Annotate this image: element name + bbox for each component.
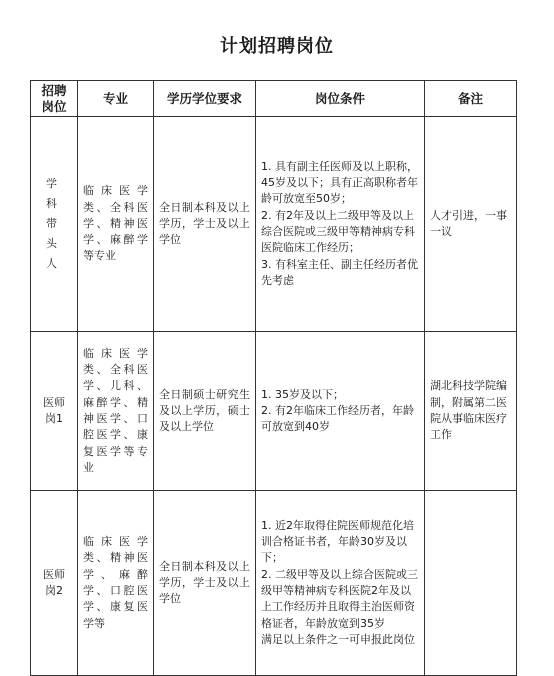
page-title: 计划招聘岗位 — [220, 36, 334, 57]
table-row — [31, 117, 517, 332]
table-header-row — [31, 81, 517, 117]
condition-line: 3. 有科室主任、副主任经历者优先考虑 — [261, 257, 418, 287]
cell-remarks: 湖北科技学院编制，附属第二医院从事临床医疗工作 — [425, 332, 517, 491]
cell-post: 医师岗2 — [31, 491, 78, 676]
cell-conditions — [256, 117, 425, 332]
condition-line: 1. 35岁及以下； — [261, 387, 344, 401]
recruitment-table — [30, 80, 517, 676]
cell-degree: 全日制硕士研究生及以上学历，硕士及以上学位 — [154, 332, 256, 491]
header-remarks: 备注 — [425, 81, 517, 117]
cell-major: 临床医学类、全科医学、儿科、麻醉学、精神医学、口腔医学、康复医学等专业 — [78, 332, 154, 491]
table-row — [31, 491, 517, 676]
cell-degree: 全日制本科及以上学历，学士及以上学位 — [154, 491, 256, 676]
condition-line: 1. 近2年取得住院医师规范化培训合格证书者，年龄30岁及以下； — [261, 518, 414, 565]
table-row — [31, 332, 517, 491]
cell-post: 学科带头人 — [31, 117, 78, 332]
condition-line: 2. 有2年及以上二级甲等及以上综合医院或三级甲等精神病专科医院临床工作经历； — [261, 208, 415, 255]
cell-remarks: 人才引进，一事一议 — [425, 117, 517, 332]
cell-major: 临床医学类、全科医学、精神医学、麻醉学等专业 — [78, 117, 154, 332]
condition-line: 满足以上条件之一可申报此岗位 — [261, 632, 415, 646]
cell-remarks — [425, 491, 517, 676]
cell-conditions — [256, 491, 425, 676]
header-degree: 学历学位要求 — [154, 81, 256, 117]
header-major: 专业 — [78, 81, 154, 117]
header-conditions: 岗位条件 — [256, 81, 425, 117]
condition-line: 2. 二级甲等及以上综合医院或三级甲等精神病专科医院2年及以上工作经历并且取得主治医师资格证者，年龄放宽到35岁 — [261, 567, 418, 630]
cell-major: 临床医学类、精神医学、麻醉学、口腔医学、康复医学等 — [78, 491, 154, 676]
header-post: 招聘岗位 — [31, 81, 78, 117]
cell-post: 医师岗1 — [31, 332, 78, 491]
condition-line: 1. 具有副主任医师及以上职称，45岁及以下；具有正高职称者年龄可放宽至50岁； — [261, 159, 418, 206]
cell-degree: 全日制本科及以上学历，学士及以上学位 — [154, 117, 256, 332]
condition-line: 2. 有2年临床工作经历者，年龄可放宽到40岁 — [261, 403, 414, 434]
cell-conditions — [256, 332, 425, 491]
